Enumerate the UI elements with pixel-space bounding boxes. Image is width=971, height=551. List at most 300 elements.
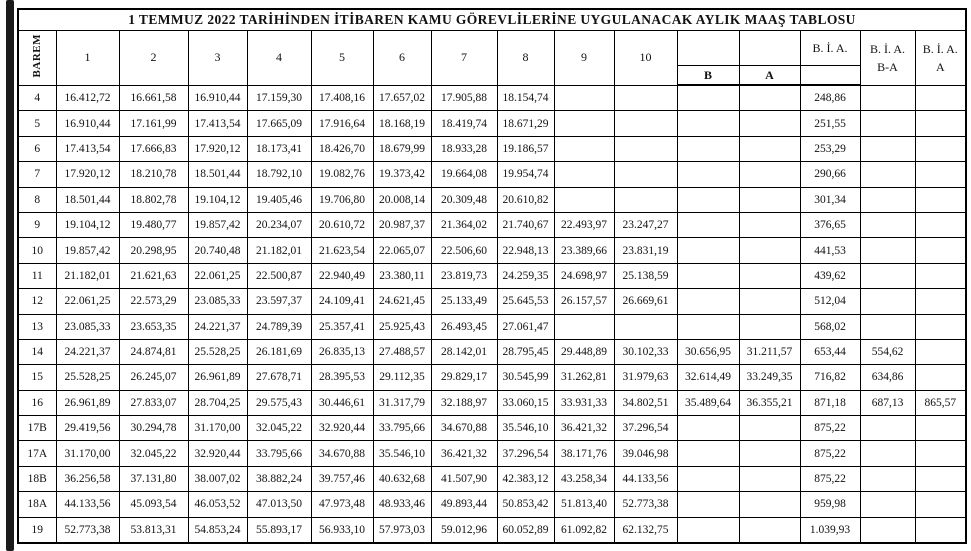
- value-cell: 37.296,54: [497, 441, 554, 466]
- value-cell: 301,34: [800, 187, 860, 212]
- value-cell: 25.645,53: [497, 289, 554, 314]
- bia-column-header: B. İ. A.: [800, 31, 860, 66]
- value-cell: [860, 263, 915, 288]
- value-cell: [677, 136, 739, 161]
- value-cell: 23.597,37: [247, 289, 311, 314]
- value-cell: [677, 212, 739, 237]
- value-cell: [677, 263, 739, 288]
- table-row: [18, 289, 966, 314]
- value-cell: 52.773,38: [56, 517, 119, 543]
- value-cell: 17.408,16: [311, 85, 373, 111]
- value-cell: 32.920,44: [188, 441, 247, 466]
- value-cell: 21.740,67: [497, 212, 554, 237]
- value-cell: 959,98: [800, 492, 860, 517]
- value-cell: 20.309,48: [431, 187, 497, 212]
- value-cell: 35.489,64: [677, 390, 739, 415]
- grade-column-header-1: 1: [56, 31, 119, 86]
- value-cell: 17.665,09: [247, 111, 311, 136]
- value-cell: 33.795,66: [247, 441, 311, 466]
- value-cell: 24.789,39: [247, 314, 311, 339]
- value-cell: [677, 492, 739, 517]
- value-cell: 34.802,51: [614, 390, 677, 415]
- value-cell: 31.211,57: [739, 339, 800, 364]
- value-cell: [915, 441, 966, 466]
- value-cell: 35.546,10: [373, 441, 431, 466]
- value-cell: [677, 162, 739, 187]
- value-cell: 16.910,44: [188, 85, 247, 111]
- value-cell: 44.133,56: [614, 466, 677, 491]
- table-row: [18, 416, 966, 441]
- value-cell: [915, 314, 966, 339]
- value-cell: [739, 466, 800, 491]
- value-cell: [554, 187, 614, 212]
- value-cell: 18.501,44: [188, 162, 247, 187]
- value-cell: 29.448,89: [554, 339, 614, 364]
- value-cell: 21.621,63: [119, 263, 188, 288]
- value-cell: 22.493,97: [554, 212, 614, 237]
- bia-column-header-bottom-empty: [800, 66, 860, 86]
- value-cell: 18.168,19: [373, 111, 431, 136]
- value-cell: 251,55: [800, 111, 860, 136]
- salary-table: [17, 8, 967, 544]
- value-cell: 17.413,54: [56, 136, 119, 161]
- value-cell: [614, 85, 677, 111]
- value-cell: [860, 314, 915, 339]
- value-cell: [739, 212, 800, 237]
- value-cell: 62.132,75: [614, 517, 677, 543]
- value-cell: 51.813,40: [554, 492, 614, 517]
- value-cell: 18.792,10: [247, 162, 311, 187]
- value-cell: 253,29: [800, 136, 860, 161]
- value-cell: 31.170,00: [56, 441, 119, 466]
- barem-cell: 11: [18, 263, 56, 288]
- value-cell: 23.085,33: [56, 314, 119, 339]
- value-cell: 19.954,74: [497, 162, 554, 187]
- value-cell: 28.395,53: [311, 365, 373, 390]
- value-cell: 26.157,57: [554, 289, 614, 314]
- value-cell: 18.419,74: [431, 111, 497, 136]
- value-cell: [677, 466, 739, 491]
- grade-column-header-5: 5: [311, 31, 373, 86]
- value-cell: 33.249,35: [739, 365, 800, 390]
- value-cell: [915, 162, 966, 187]
- value-cell: 20.987,37: [373, 212, 431, 237]
- value-cell: 21.182,01: [247, 238, 311, 263]
- value-cell: [860, 162, 915, 187]
- b-column-header-top-empty: [677, 31, 739, 66]
- value-cell: 28.704,25: [188, 390, 247, 415]
- value-cell: 871,18: [800, 390, 860, 415]
- table-row: [18, 492, 966, 517]
- barem-cell: 17B: [18, 416, 56, 441]
- value-cell: [739, 492, 800, 517]
- barem-cell: 14: [18, 339, 56, 364]
- value-cell: 19.104,12: [188, 187, 247, 212]
- value-cell: 21.182,01: [56, 263, 119, 288]
- value-cell: 25.528,25: [188, 339, 247, 364]
- value-cell: [915, 212, 966, 237]
- value-cell: 33.795,66: [373, 416, 431, 441]
- value-cell: 28.795,45: [497, 339, 554, 364]
- value-cell: [739, 517, 800, 543]
- value-cell: 25.133,49: [431, 289, 497, 314]
- bia-a-header-line2: A: [935, 59, 945, 74]
- value-cell: 29.575,43: [247, 390, 311, 415]
- grade-column-header-4: 4: [247, 31, 311, 86]
- value-cell: 23.085,33: [188, 289, 247, 314]
- table-row: [18, 390, 966, 415]
- value-cell: 42.383,12: [497, 466, 554, 491]
- table-body: [18, 85, 966, 543]
- value-cell: [860, 416, 915, 441]
- value-cell: [739, 111, 800, 136]
- value-cell: [677, 238, 739, 263]
- header-row-main: [18, 31, 966, 66]
- barem-cell: 6: [18, 136, 56, 161]
- value-cell: [739, 85, 800, 111]
- value-cell: [739, 314, 800, 339]
- value-cell: 25.925,43: [373, 314, 431, 339]
- value-cell: 32.188,97: [431, 390, 497, 415]
- value-cell: [915, 187, 966, 212]
- value-cell: [915, 492, 966, 517]
- value-cell: 24.621,45: [373, 289, 431, 314]
- value-cell: 17.161,99: [119, 111, 188, 136]
- bia-ba-column-header: [860, 31, 915, 86]
- value-cell: 21.364,02: [431, 212, 497, 237]
- value-cell: 54.853,24: [188, 517, 247, 543]
- value-cell: [739, 238, 800, 263]
- value-cell: [915, 416, 966, 441]
- value-cell: 20.008,14: [373, 187, 431, 212]
- value-cell: [860, 441, 915, 466]
- value-cell: 20.298,95: [119, 238, 188, 263]
- value-cell: 19.104,12: [56, 212, 119, 237]
- value-cell: 27.678,71: [247, 365, 311, 390]
- value-cell: 32.920,44: [311, 416, 373, 441]
- value-cell: 37.296,54: [614, 416, 677, 441]
- value-cell: [915, 85, 966, 111]
- barem-cell: 18A: [18, 492, 56, 517]
- value-cell: 19.480,77: [119, 212, 188, 237]
- value-cell: 19.664,08: [431, 162, 497, 187]
- bia-ba-header-line2: B-A: [877, 59, 898, 74]
- value-cell: 16.412,72: [56, 85, 119, 111]
- value-cell: 33.931,33: [554, 390, 614, 415]
- value-cell: [915, 111, 966, 136]
- value-cell: [860, 238, 915, 263]
- value-cell: 26.961,89: [188, 365, 247, 390]
- value-cell: 32.614,49: [677, 365, 739, 390]
- value-cell: 56.933,10: [311, 517, 373, 543]
- title-row: [18, 9, 966, 31]
- value-cell: 30.294,78: [119, 416, 188, 441]
- barem-cell: 18B: [18, 466, 56, 491]
- value-cell: 29.419,56: [56, 416, 119, 441]
- value-cell: 20.610,82: [497, 187, 554, 212]
- value-cell: [860, 517, 915, 543]
- value-cell: 19.373,42: [373, 162, 431, 187]
- value-cell: 45.093,54: [119, 492, 188, 517]
- table-title: 1 TEMMUZ 2022 TARİHİNDEN İTİBAREN KAMU GÖREVLİLERİNE UYGULANACAK AYLIK MAAŞ TABLOSU: [18, 9, 966, 31]
- value-cell: 55.893,17: [247, 517, 311, 543]
- value-cell: 47.013,50: [247, 492, 311, 517]
- value-cell: 18.802,78: [119, 187, 188, 212]
- value-cell: [860, 466, 915, 491]
- value-cell: [915, 517, 966, 543]
- value-cell: 61.092,82: [554, 517, 614, 543]
- value-cell: [677, 289, 739, 314]
- value-cell: 17.916,64: [311, 111, 373, 136]
- value-cell: 18.671,29: [497, 111, 554, 136]
- value-cell: 38.007,02: [188, 466, 247, 491]
- value-cell: 49.893,44: [431, 492, 497, 517]
- value-cell: 439,62: [800, 263, 860, 288]
- grade-column-header-2: 2: [119, 31, 188, 86]
- value-cell: 24.109,41: [311, 289, 373, 314]
- value-cell: 53.813,31: [119, 517, 188, 543]
- value-cell: 554,62: [860, 339, 915, 364]
- table-row: [18, 162, 966, 187]
- value-cell: 18.210,78: [119, 162, 188, 187]
- value-cell: [915, 136, 966, 161]
- value-cell: [739, 162, 800, 187]
- value-cell: 23.380,11: [373, 263, 431, 288]
- value-cell: [860, 187, 915, 212]
- value-cell: 25.138,59: [614, 263, 677, 288]
- value-cell: 23.389,66: [554, 238, 614, 263]
- grade-column-header-8: 8: [497, 31, 554, 86]
- value-cell: 46.053,52: [188, 492, 247, 517]
- value-cell: [554, 162, 614, 187]
- value-cell: 17.920,12: [188, 136, 247, 161]
- table-row: [18, 314, 966, 339]
- value-cell: 38.171,76: [554, 441, 614, 466]
- value-cell: 29.829,17: [431, 365, 497, 390]
- bia-a-header-line1: B. İ. A.: [922, 41, 958, 56]
- table-row: [18, 441, 966, 466]
- value-cell: [860, 85, 915, 111]
- value-cell: 20.740,48: [188, 238, 247, 263]
- value-cell: [614, 162, 677, 187]
- value-cell: [739, 441, 800, 466]
- value-cell: 19.405,46: [247, 187, 311, 212]
- value-cell: 19.706,80: [311, 187, 373, 212]
- value-cell: 31.170,00: [188, 416, 247, 441]
- value-cell: 52.773,38: [614, 492, 677, 517]
- value-cell: 20.234,07: [247, 212, 311, 237]
- value-cell: [860, 212, 915, 237]
- value-cell: [915, 238, 966, 263]
- value-cell: 22.948,13: [497, 238, 554, 263]
- value-cell: 19.857,42: [188, 212, 247, 237]
- value-cell: 865,57: [915, 390, 966, 415]
- value-cell: 17.413,54: [188, 111, 247, 136]
- value-cell: [915, 339, 966, 364]
- table-row: [18, 111, 966, 136]
- value-cell: [739, 187, 800, 212]
- value-cell: 32.045,22: [247, 416, 311, 441]
- barem-cell: 13: [18, 314, 56, 339]
- value-cell: [915, 365, 966, 390]
- table-row: [18, 136, 966, 161]
- value-cell: 17.666,83: [119, 136, 188, 161]
- value-cell: [860, 492, 915, 517]
- value-cell: 39.046,98: [614, 441, 677, 466]
- value-cell: 24.221,37: [188, 314, 247, 339]
- value-cell: 30.102,33: [614, 339, 677, 364]
- barem-cell: 8: [18, 187, 56, 212]
- value-cell: 28.142,01: [431, 339, 497, 364]
- value-cell: [739, 416, 800, 441]
- value-cell: 48.933,46: [373, 492, 431, 517]
- barem-cell: 17A: [18, 441, 56, 466]
- value-cell: 36.256,58: [56, 466, 119, 491]
- value-cell: 44.133,56: [56, 492, 119, 517]
- value-cell: 47.973,48: [311, 492, 373, 517]
- value-cell: 290,66: [800, 162, 860, 187]
- value-cell: 29.112,35: [373, 365, 431, 390]
- value-cell: [614, 111, 677, 136]
- table-row: [18, 187, 966, 212]
- table-row: [18, 85, 966, 111]
- value-cell: 19.186,57: [497, 136, 554, 161]
- value-cell: [860, 136, 915, 161]
- value-cell: 39.757,46: [311, 466, 373, 491]
- value-cell: 16.661,58: [119, 85, 188, 111]
- value-cell: 38.882,24: [247, 466, 311, 491]
- value-cell: [739, 289, 800, 314]
- value-cell: 19.082,76: [311, 162, 373, 187]
- table-row: [18, 212, 966, 237]
- barem-column-header: [18, 31, 56, 86]
- value-cell: 32.045,22: [119, 441, 188, 466]
- barem-cell: 5: [18, 111, 56, 136]
- value-cell: 37.131,80: [119, 466, 188, 491]
- value-cell: 30.446,61: [311, 390, 373, 415]
- value-cell: 26.961,89: [56, 390, 119, 415]
- value-cell: 19.857,42: [56, 238, 119, 263]
- value-cell: 17.657,02: [373, 85, 431, 111]
- value-cell: [554, 111, 614, 136]
- value-cell: [677, 314, 739, 339]
- value-cell: 26.669,61: [614, 289, 677, 314]
- value-cell: 50.853,42: [497, 492, 554, 517]
- value-cell: 18.679,99: [373, 136, 431, 161]
- value-cell: [677, 416, 739, 441]
- value-cell: 18.933,28: [431, 136, 497, 161]
- value-cell: 22.506,60: [431, 238, 497, 263]
- value-cell: 36.355,21: [739, 390, 800, 415]
- value-cell: 22.940,49: [311, 263, 373, 288]
- value-cell: 17.905,88: [431, 85, 497, 111]
- value-cell: 34.670,88: [311, 441, 373, 466]
- b-subcolumn-header: B: [677, 66, 739, 86]
- value-cell: 40.632,68: [373, 466, 431, 491]
- a-column-header-top-empty: [739, 31, 800, 66]
- value-cell: 24.259,35: [497, 263, 554, 288]
- value-cell: 22.061,25: [188, 263, 247, 288]
- value-cell: 59.012,96: [431, 517, 497, 543]
- value-cell: 23.819,73: [431, 263, 497, 288]
- table-row: [18, 517, 966, 543]
- value-cell: 25.357,41: [311, 314, 373, 339]
- value-cell: 653,44: [800, 339, 860, 364]
- value-cell: 716,82: [800, 365, 860, 390]
- value-cell: 23.831,19: [614, 238, 677, 263]
- value-cell: 687,13: [860, 390, 915, 415]
- barem-cell: 7: [18, 162, 56, 187]
- value-cell: 875,22: [800, 466, 860, 491]
- value-cell: [554, 136, 614, 161]
- value-cell: 24.874,81: [119, 339, 188, 364]
- value-cell: 60.052,89: [497, 517, 554, 543]
- value-cell: 18.501,44: [56, 187, 119, 212]
- table-row: [18, 263, 966, 288]
- value-cell: [554, 85, 614, 111]
- value-cell: 35.546,10: [497, 416, 554, 441]
- value-cell: 31.317,79: [373, 390, 431, 415]
- value-cell: [614, 136, 677, 161]
- value-cell: [677, 111, 739, 136]
- grade-column-header-3: 3: [188, 31, 247, 86]
- value-cell: 31.979,63: [614, 365, 677, 390]
- value-cell: 34.670,88: [431, 416, 497, 441]
- value-cell: 23.247,27: [614, 212, 677, 237]
- table-row: [18, 238, 966, 263]
- grade-column-header-6: 6: [373, 31, 431, 86]
- value-cell: 21.623,54: [311, 238, 373, 263]
- value-cell: [677, 85, 739, 111]
- value-cell: [739, 263, 800, 288]
- value-cell: [677, 187, 739, 212]
- value-cell: 36.421,32: [554, 416, 614, 441]
- table-row: [18, 466, 966, 491]
- value-cell: 17.920,12: [56, 162, 119, 187]
- value-cell: 27.061,47: [497, 314, 554, 339]
- value-cell: 23.653,35: [119, 314, 188, 339]
- value-cell: [739, 136, 800, 161]
- value-cell: 24.221,37: [56, 339, 119, 364]
- table-row: [18, 365, 966, 390]
- value-cell: 26.835,13: [311, 339, 373, 364]
- value-cell: [915, 289, 966, 314]
- barem-cell: 10: [18, 238, 56, 263]
- value-cell: 512,04: [800, 289, 860, 314]
- value-cell: 22.061,25: [56, 289, 119, 314]
- value-cell: 25.528,25: [56, 365, 119, 390]
- value-cell: 875,22: [800, 416, 860, 441]
- grade-column-header-10: 10: [614, 31, 677, 86]
- value-cell: [614, 314, 677, 339]
- value-cell: 33.060,15: [497, 390, 554, 415]
- value-cell: 16.910,44: [56, 111, 119, 136]
- a-subcolumn-header: A: [739, 66, 800, 86]
- value-cell: 17.159,30: [247, 85, 311, 111]
- barem-cell: 4: [18, 85, 56, 111]
- barem-cell: 16: [18, 390, 56, 415]
- value-cell: 26.245,07: [119, 365, 188, 390]
- value-cell: 31.262,81: [554, 365, 614, 390]
- value-cell: 18.426,70: [311, 136, 373, 161]
- value-cell: 22.573,29: [119, 289, 188, 314]
- barem-cell: 12: [18, 289, 56, 314]
- barem-cell: 15: [18, 365, 56, 390]
- value-cell: 26.181,69: [247, 339, 311, 364]
- value-cell: 27.833,07: [119, 390, 188, 415]
- grade-column-header-9: 9: [554, 31, 614, 86]
- page-edge-shadow: [6, 0, 14, 551]
